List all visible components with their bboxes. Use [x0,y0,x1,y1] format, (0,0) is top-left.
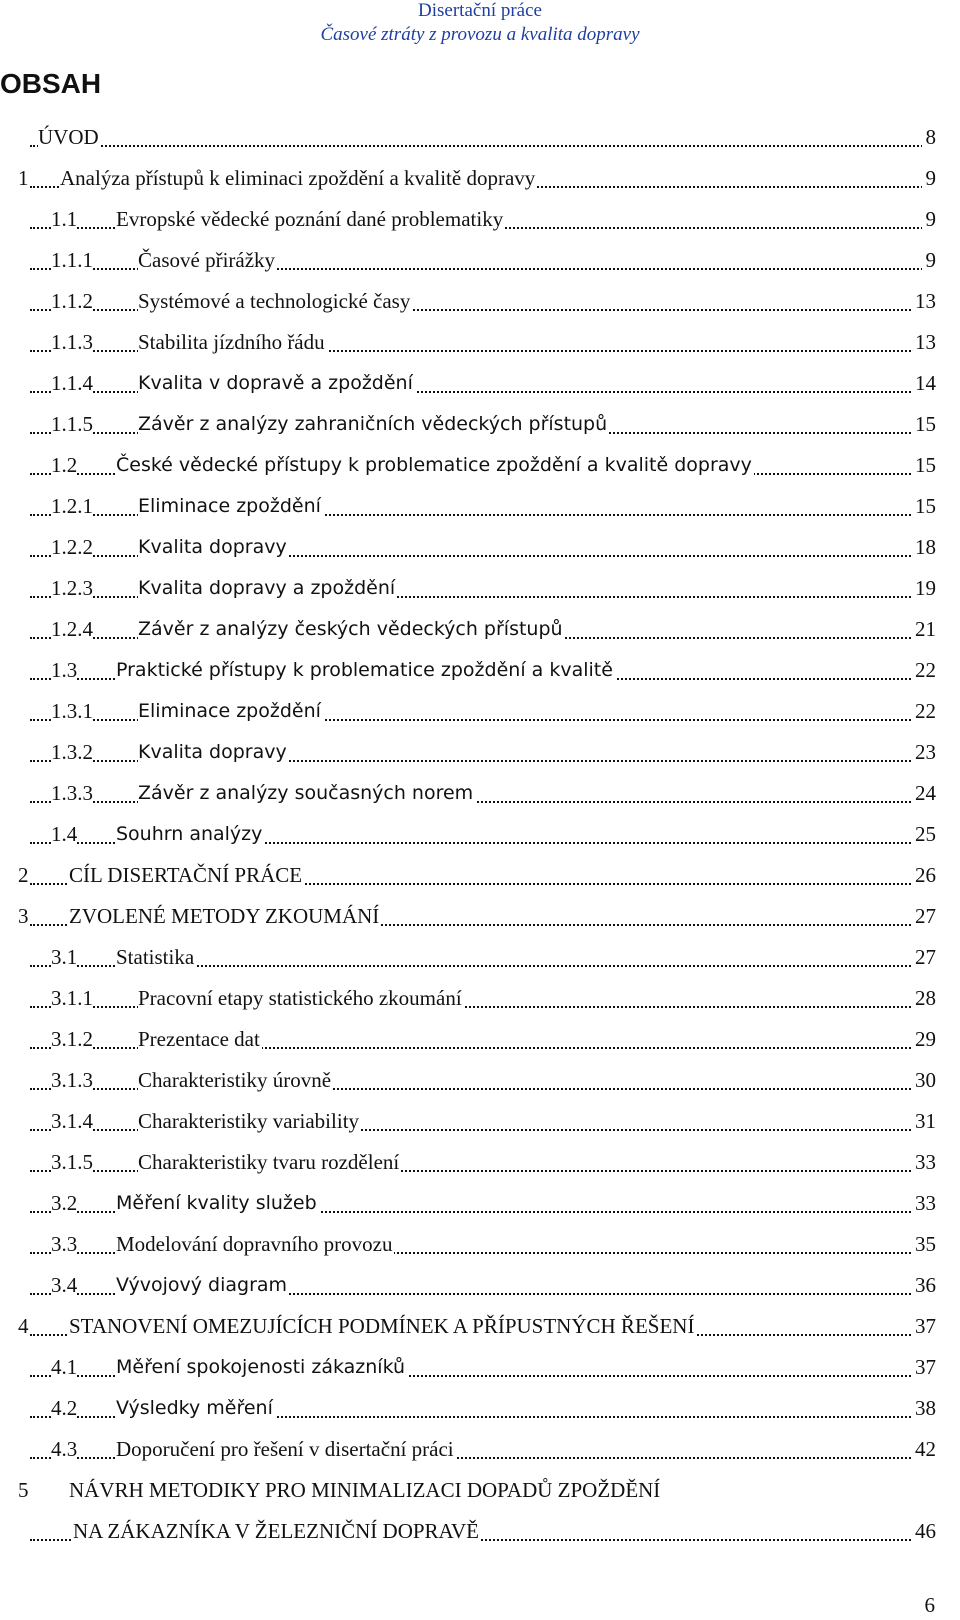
toc-entry-label: STANOVENÍ OMEZUJÍCÍCH PODMÍNEK A PŘÍPUSTNÝCH ŘEŠENÍ [69,1306,696,1347]
toc-entry-1-3-3[interactable] [0,773,960,814]
toc-entry-3-1-5[interactable] [0,1142,960,1183]
toc-entry-label: Statistika [116,937,196,978]
toc-entry-label: Modelování dopravního provozu [116,1224,394,1265]
toc-entry-page: 42 [911,1429,936,1470]
toc-entry-number: 4.1 [51,1347,77,1388]
toc-entry-label: NÁVRH METODIKY PRO MINIMALIZACI DOPADŮ ZPOŽDĚNÍ [69,1470,662,1511]
toc-entry-3-4[interactable] [0,1265,960,1306]
toc-entry-label: Eliminace zpoždění [138,486,323,527]
toc-entry-number: 1 [18,158,29,199]
toc-entry-label: Pracovní etapy statistického zkoumání [138,978,464,1019]
toc-entry-number: 4.2 [51,1388,77,1429]
toc-entry-1-3-1[interactable] [0,691,960,732]
toc-entry-page: 27 [911,896,936,937]
toc-entry-number: 3.1.5 [51,1142,93,1183]
toc-entry-number: 1.1 [51,199,77,240]
toc-entry-page: 18 [911,527,936,568]
toc-entry-number: 1.3.3 [51,773,93,814]
toc-entry-page: 9 [922,240,937,281]
toc-entry-number: 4.3 [51,1429,77,1470]
toc-entry-page: 15 [911,404,936,445]
toc-entry-1-1-4[interactable] [0,363,960,404]
toc-entry-3-1[interactable] [0,937,960,978]
toc-entry-1-2[interactable] [0,445,960,486]
toc-entry-3[interactable] [0,896,960,937]
toc-entry-label: Časové přirážky [138,240,277,281]
toc-entry-number: 1.2.2 [51,527,93,568]
toc-entry-label: Vývojový diagram [116,1265,289,1306]
toc-entry-number: 1.2.3 [51,568,93,609]
toc-entry-1-1-3[interactable] [0,322,960,363]
toc-entry-1-1-5[interactable] [0,404,960,445]
toc-entry-label: Praktické přístupy k problematice zpoždění a kvalitě [116,650,615,691]
toc-entry-number: 5 [18,1470,29,1511]
toc-entry-label: Eliminace zpoždění [138,691,323,732]
toc-entry-label: Závěr z analýzy zahraničních vědeckých přístupů [138,404,609,445]
toc-entry-label: Doporučení pro řešení v disertační práci [116,1429,456,1470]
toc-entry-label: ÚVOD [38,117,101,158]
toc-entry-number: 1.1.2 [51,281,93,322]
toc-entry-label: NA ZÁKAZNÍKA V ŽELEZNIČNÍ DOPRAVĚ [73,1511,481,1552]
page-number: 6 [924,1593,935,1617]
toc-entry-number: 1.1.3 [51,322,93,363]
toc-entry-1-4[interactable] [0,814,960,855]
toc-entry-page: 19 [911,568,936,609]
toc-entry-number: 1.1.4 [51,363,93,404]
toc-entry-1-2-4[interactable] [0,609,960,650]
toc-entry-number: 1.1.1 [51,240,93,281]
toc-entry-label: Charakteristiky úrovně [138,1060,333,1101]
toc-entry-1[interactable] [0,158,960,199]
toc-entry-1-3[interactable] [0,650,960,691]
toc-entry-label: Měření kvality služeb [116,1183,319,1224]
toc-entry-label: Měření spokojenosti zákazníků [116,1347,407,1388]
toc-entry-4-3[interactable] [0,1429,960,1470]
table-of-contents [0,117,960,1552]
toc-entry-number: 2 [18,855,29,896]
toc-entry-4[interactable] [0,1306,960,1347]
toc-entry-label: České vědecké přístupy k problematice zpoždění a kvalitě dopravy [116,445,754,486]
toc-entry-uvod[interactable] [0,117,960,158]
toc-entry-page: 31 [911,1101,936,1142]
toc-entry-number: 3 [18,896,29,937]
toc-entry-label: Kvalita dopravy a zpoždění [138,568,397,609]
toc-entry-1-2-2[interactable] [0,527,960,568]
toc-entry-number: 3.4 [51,1265,77,1306]
toc-entry-label: Kvalita dopravy [138,732,289,773]
toc-entry-page: 46 [911,1511,936,1552]
toc-entry-page: 37 [911,1306,936,1347]
toc-entry-number: 1.1.5 [51,404,93,445]
toc-entry-page: 33 [911,1142,936,1183]
toc-entry-number: 1.2 [51,445,77,486]
toc-entry-label: Charakteristiky variability [138,1101,361,1142]
toc-entry-label: ZVOLENÉ METODY ZKOUMÁNÍ [69,896,381,937]
toc-entry-page: 30 [911,1060,936,1101]
toc-entry-page: 28 [911,978,936,1019]
toc-entry-number: 4 [18,1306,29,1347]
header-title: Disertační práce [418,0,542,21]
toc-entry-page: 15 [911,486,936,527]
toc-entry-page: 26 [911,855,936,896]
dot-leader [30,145,930,147]
toc-entry-label: Kvalita dopravy [138,527,289,568]
toc-entry-number: 3.3 [51,1224,77,1265]
toc-entry-number: 3.1 [51,937,77,978]
toc-entry-label: Analýza přístupů k eliminaci zpoždění a kvalitě dopravy [60,158,537,199]
toc-entry-page: 9 [922,158,937,199]
toc-entry-1-2-1[interactable] [0,486,960,527]
header-subtitle: Časové ztráty z provozu a kvalita dopravy [320,24,640,45]
toc-entry-page: 22 [911,691,936,732]
toc-entry-number: 3.2 [51,1183,77,1224]
toc-entry-page: 21 [911,609,936,650]
toc-entry-number: 3.1.4 [51,1101,93,1142]
toc-entry-5[interactable] [0,1470,960,1511]
toc-entry-number: 1.3.1 [51,691,93,732]
toc-entry-page: 23 [911,732,936,773]
toc-entry-number: 3.1.1 [51,978,93,1019]
toc-entry-1-1-1[interactable] [0,240,960,281]
toc-entry-label: CÍL DISERTAČNÍ PRÁCE [69,855,304,896]
toc-entry-label: Závěr z analýzy současných norem [138,773,475,814]
toc-entry-page: 38 [911,1388,936,1429]
toc-entry-label: Souhrn analýzy [116,814,264,855]
toc-heading: OBSAH [0,68,102,99]
toc-entry-page: 25 [911,814,936,855]
toc-entry-1-3-2[interactable] [0,732,960,773]
toc-entry-label: Výsledky měření [116,1388,275,1429]
running-header [0,0,960,47]
toc-entry-page: 37 [911,1347,936,1388]
toc-entry-number: 1.3 [51,650,77,691]
toc-entry-page: 36 [911,1265,936,1306]
toc-entry-2[interactable] [0,855,960,896]
toc-entry-label: Stabilita jízdního řádu [138,322,327,363]
toc-entry-page: 29 [911,1019,936,1060]
toc-entry-number: 3.1.3 [51,1060,93,1101]
toc-entry-5-continuation[interactable] [0,1511,960,1552]
toc-entry-page: 13 [911,322,936,363]
toc-entry-3-2[interactable] [0,1183,960,1224]
toc-entry-3-1-2[interactable] [0,1019,960,1060]
toc-entry-1-1[interactable] [0,199,960,240]
toc-entry-4-1[interactable] [0,1347,960,1388]
toc-entry-3-1-3[interactable] [0,1060,960,1101]
toc-entry-number: 3.1.2 [51,1019,93,1060]
toc-entry-3-1-4[interactable] [0,1101,960,1142]
toc-entry-label: Prezentace dat [138,1019,262,1060]
toc-entry-page: 33 [911,1183,936,1224]
toc-entry-4-2[interactable] [0,1388,960,1429]
toc-entry-page: 22 [911,650,936,691]
toc-entry-number: 1.2.4 [51,609,93,650]
toc-entry-1-1-2[interactable] [0,281,960,322]
toc-entry-page: 13 [911,281,936,322]
toc-entry-number: 1.4 [51,814,77,855]
toc-entry-page: 35 [911,1224,936,1265]
toc-entry-3-1-1[interactable] [0,978,960,1019]
toc-entry-label: Systémové a technologické časy [138,281,412,322]
toc-entry-page: 15 [911,445,936,486]
toc-entry-number: 1.2.1 [51,486,93,527]
toc-entry-label: Evropské vědecké poznání dané problematiky [116,199,505,240]
toc-entry-page: 8 [922,117,937,158]
toc-entry-page: 9 [922,199,937,240]
toc-entry-label: Kvalita v dopravě a zpoždění [138,363,415,404]
toc-entry-3-3[interactable] [0,1224,960,1265]
toc-entry-page: 24 [911,773,936,814]
toc-entry-page: 27 [911,937,936,978]
toc-entry-label: Závěr z analýzy českých vědeckých přístupů [138,609,565,650]
toc-entry-label: Charakteristiky tvaru rozdělení [138,1142,401,1183]
toc-entry-1-2-3[interactable] [0,568,960,609]
toc-entry-page: 14 [911,363,936,404]
toc-entry-number: 1.3.2 [51,732,93,773]
